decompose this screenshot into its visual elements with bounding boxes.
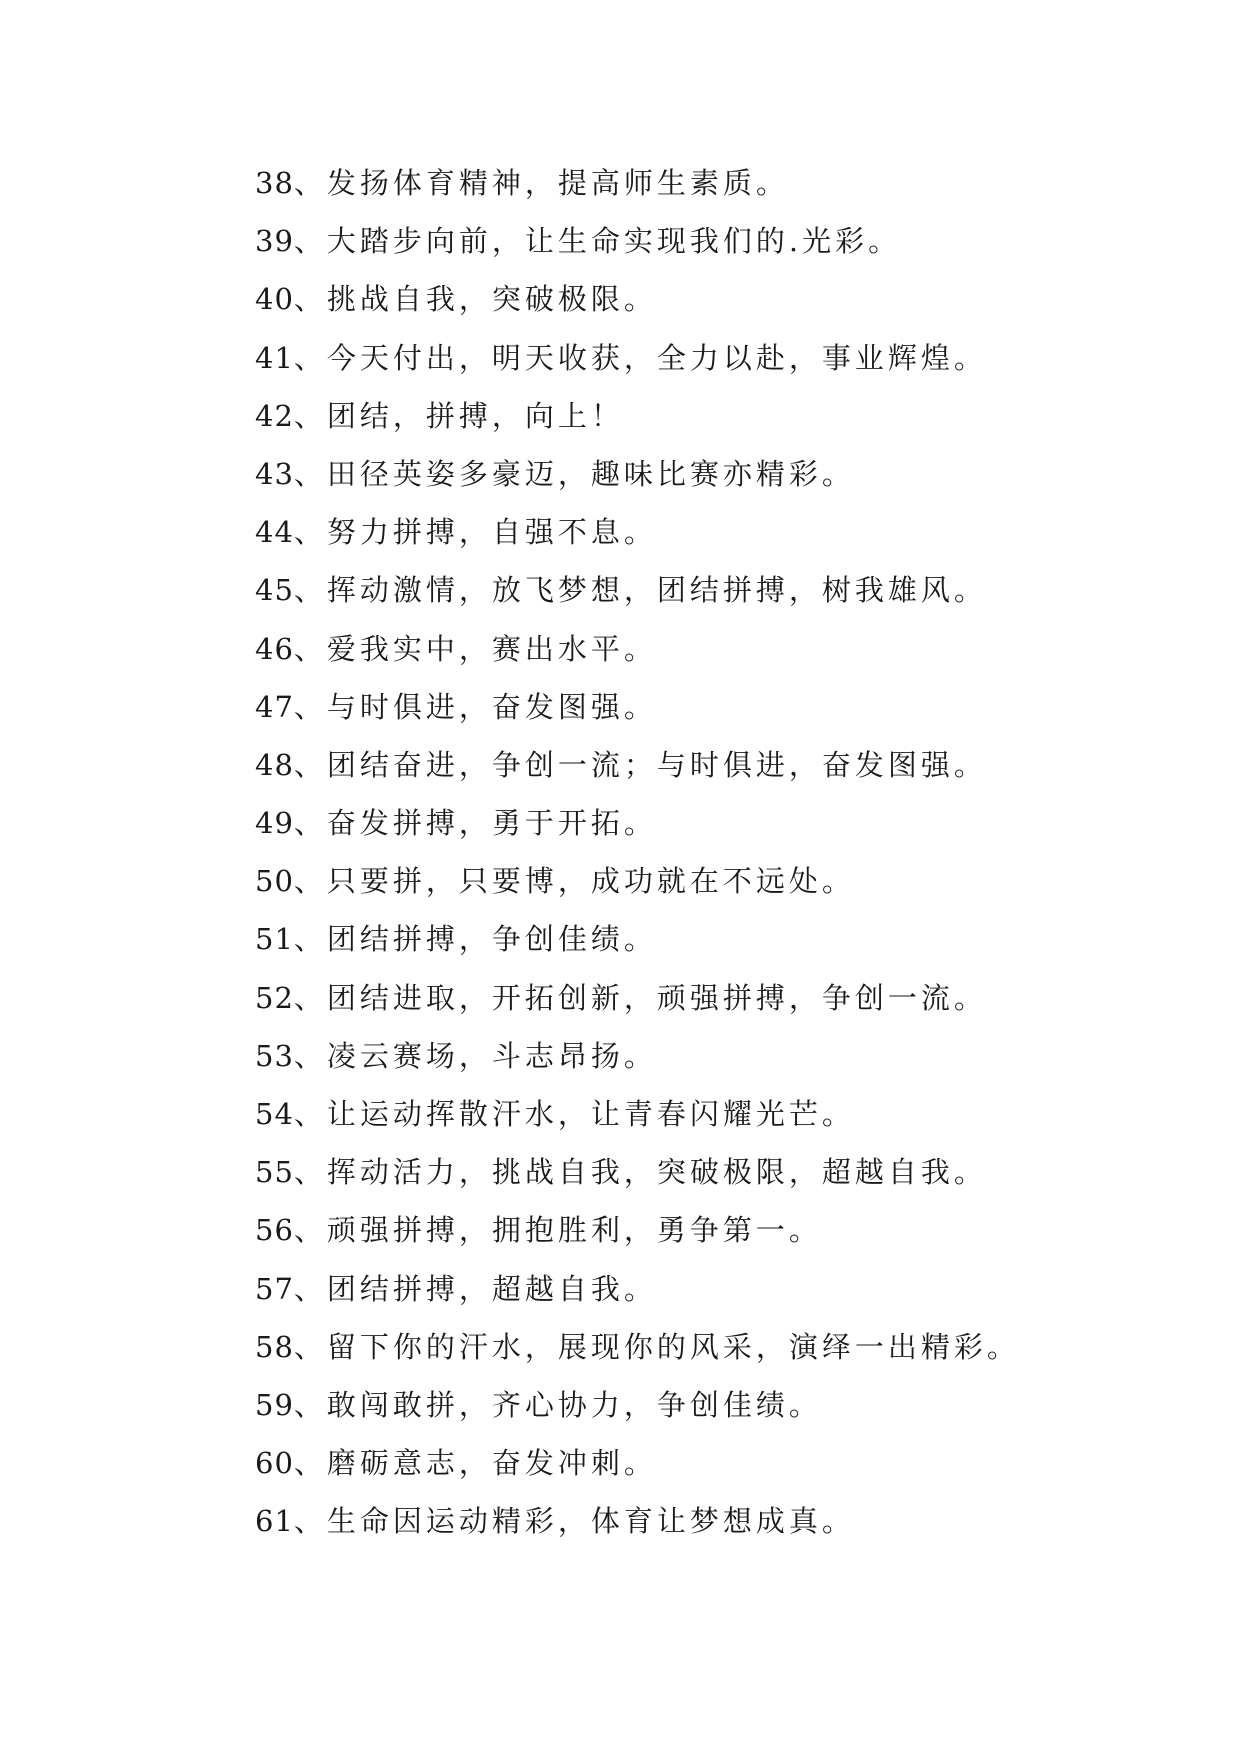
list-item [255,568,1020,626]
list-item [255,917,1020,975]
list-item [255,1267,1020,1325]
item-number: 46 [255,631,294,666]
item-number: 61 [255,1504,294,1539]
list-item [255,743,1020,801]
item-number: 53 [255,1038,294,1073]
item-number: 47 [255,689,294,724]
list-item [255,685,1020,743]
item-number: 56 [255,1213,294,1248]
item-text: 、大踏步向前，让生命实现我们的.光彩。 [293,224,902,259]
list-item [255,801,1020,859]
item-text: 、奋发拼搏，勇于开拓。 [293,806,657,841]
item-text: 、顽强拼搏，拥抱胜利，勇争第一。 [293,1213,822,1248]
item-number: 39 [255,224,294,259]
item-text: 、挑战自我，突破极限。 [293,282,657,317]
item-number: 43 [255,456,294,491]
item-text: 、团结拼搏，争创佳绩。 [293,922,657,957]
list-item [255,452,1020,510]
item-text: 、挥动活力，挑战自我，突破极限，超越自我。 [293,1155,987,1190]
item-text: 、磨砺意志，奋发冲刺。 [293,1446,657,1481]
item-number: 41 [255,340,294,375]
list-item [255,1208,1020,1266]
item-number: 48 [255,747,294,782]
list-item [255,1150,1020,1208]
list-item [255,627,1020,685]
item-text: 、团结拼搏，超越自我。 [293,1271,657,1306]
item-text: 、团结进取，开拓创新，顽强拼搏，争创一流。 [293,980,987,1015]
list-item [255,859,1020,917]
item-number: 51 [255,922,294,957]
item-text: 、团结奋进，争创一流；与时俱进，奋发图强。 [293,747,987,782]
list-item [255,1441,1020,1499]
list-item [255,277,1020,335]
item-text: 、留下你的汗水，展现你的风采，演绎一出精彩。 [293,1329,1020,1364]
item-number: 42 [255,398,294,433]
item-text: 、与时俱进，奋发图强。 [293,689,657,724]
item-number: 58 [255,1329,294,1364]
item-text: 、生命因运动精彩，体育让梦想成真。 [293,1504,855,1539]
list-item [255,336,1020,394]
item-number: 38 [255,166,294,200]
item-text: 、爱我实中，赛出水平。 [293,631,657,666]
item-number: 44 [255,515,294,550]
item-text: 、努力拼搏，自强不息。 [293,515,657,550]
item-number: 55 [255,1155,294,1190]
list-item [255,976,1020,1034]
list-item [255,1499,1020,1557]
item-text: 、挥动激情，放飞梦想，团结拼搏，树我雄风。 [293,573,987,608]
item-text: 、凌云赛场，斗志昂扬。 [293,1038,657,1073]
item-text: 、只要拼，只要博，成功就在不远处。 [293,864,855,899]
list-item [255,394,1020,452]
list-item [255,1092,1020,1150]
item-text: 、今天付出，明天收获，全力以赴，事业辉煌。 [293,340,987,375]
item-number: 60 [255,1446,294,1481]
item-number: 49 [255,806,294,841]
list-item [255,1383,1020,1441]
item-number: 40 [255,282,294,317]
list-item [255,1034,1020,1092]
item-number: 45 [255,573,294,608]
item-number: 50 [255,864,294,899]
item-text: 、让运动挥散汗水，让青春闪耀光芒。 [293,1097,855,1131]
item-number: 52 [255,980,294,1015]
item-text: 、敢闯敢拼，齐心协力，争创佳绩。 [293,1387,822,1422]
item-number: 59 [255,1387,294,1422]
item-text: 、团结，拼搏，向上！ [293,398,624,433]
item-text: 、田径英姿多豪迈，趣味比赛亦精彩。 [293,456,855,491]
list-item [255,161,1020,219]
list-item [255,510,1020,568]
list-item [255,219,1020,277]
slogan-list [255,161,1020,1558]
item-number: 54 [255,1097,294,1131]
list-item [255,1325,1020,1383]
item-text: 、发扬体育精神，提高师生素质。 [293,166,789,200]
item-number: 57 [255,1271,294,1306]
